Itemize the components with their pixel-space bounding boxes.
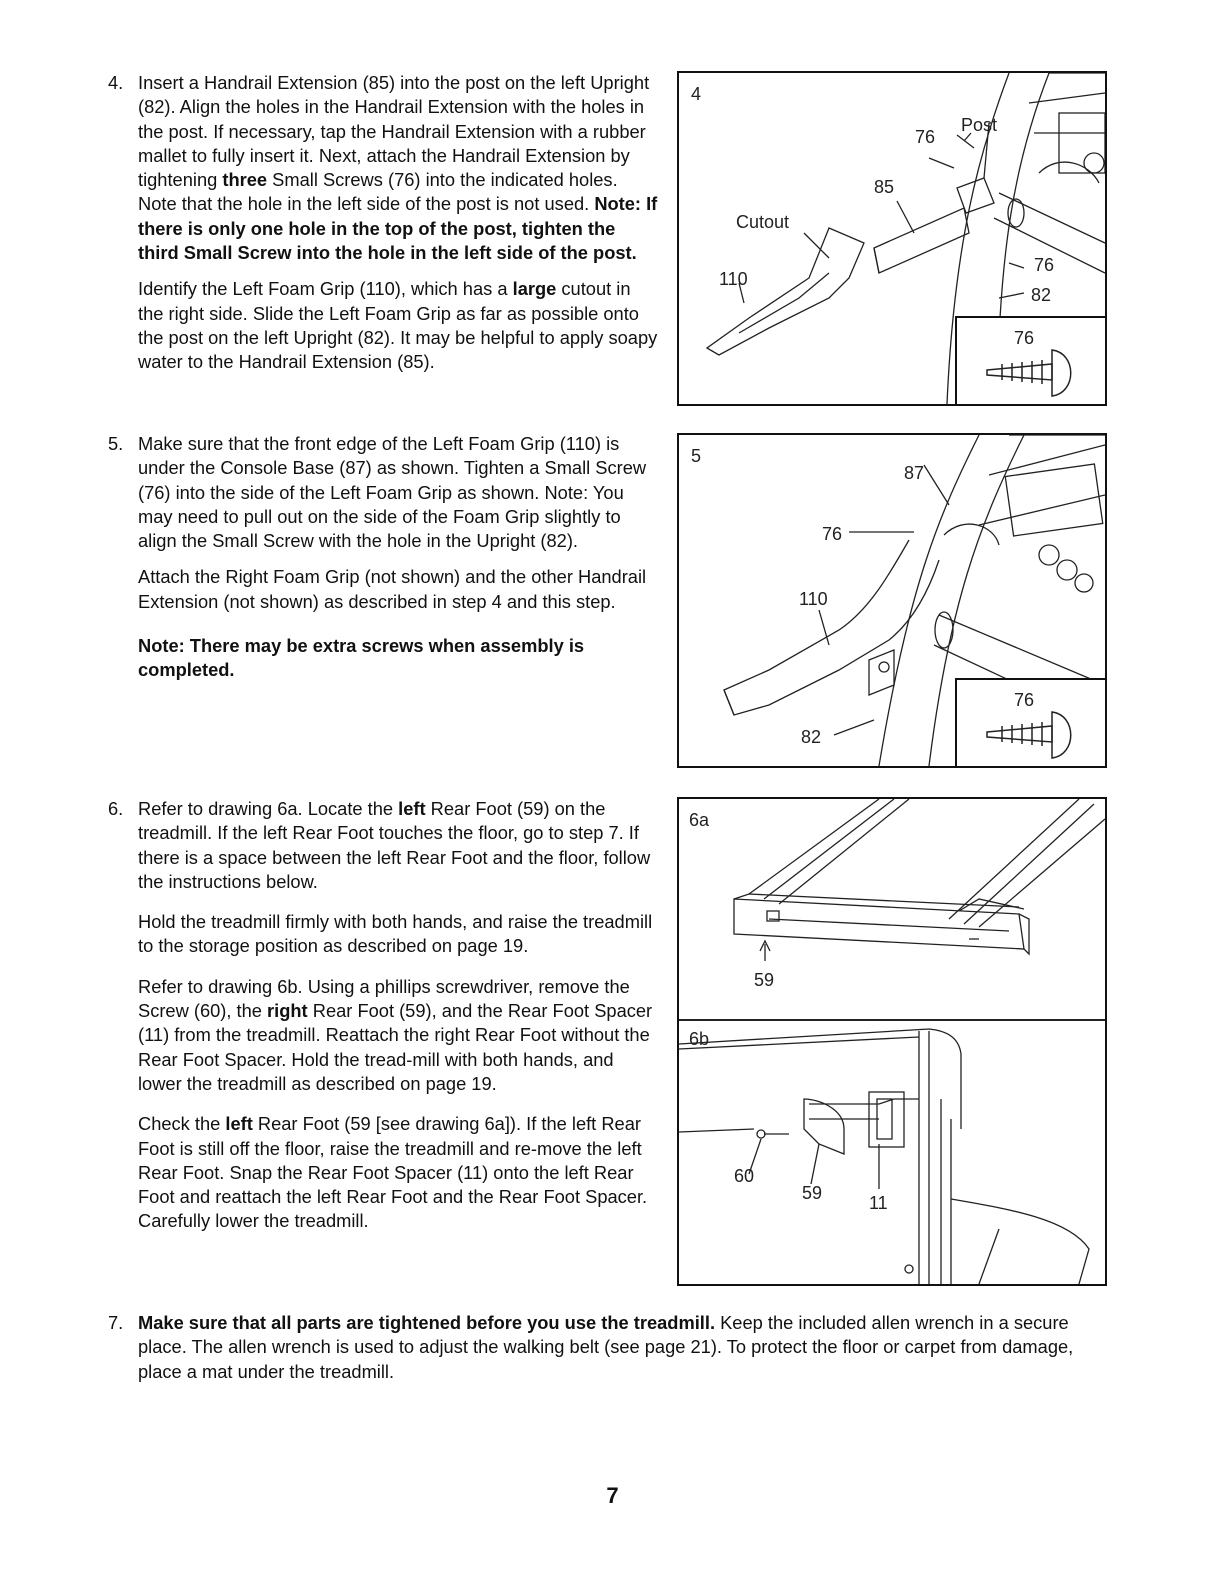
part-59-label: 59 bbox=[802, 1183, 823, 1203]
post-label: Post bbox=[961, 115, 998, 135]
part-110-label: 110 bbox=[719, 269, 748, 289]
part-76-label: 76 bbox=[915, 127, 936, 147]
figure-6-drawing bbox=[679, 799, 1105, 1284]
step-4-paragraph-2: Identify the Left Foam Grip (110), which has a large cutout in the right side. Slide the Left Foam Grip as far as possible onto the post on the left Upright (82). It may be helpful to apply soapy water to the Handrail Extension (85). bbox=[138, 278, 658, 373]
part-76-label: 76 bbox=[822, 524, 843, 544]
step-number: 7. bbox=[108, 1312, 124, 1333]
screw-76-icon bbox=[957, 680, 1105, 766]
part-11-label: 11 bbox=[869, 1193, 888, 1213]
inset-76-label: 76 bbox=[1014, 690, 1035, 710]
screw-inset bbox=[955, 316, 1107, 406]
step-number: 4. bbox=[108, 72, 124, 93]
part-82-label: 82 bbox=[801, 727, 822, 747]
step-6-paragraph-2: Hold the treadmill firmly with both hands, and raise the treadmill to the storage position as described on page 19. bbox=[138, 911, 653, 957]
step-5-note: Note: There may be extra screws when assembly is completed. bbox=[138, 635, 585, 681]
step-5-paragraph-2: Attach the Right Foam Grip (not shown) and the other Handrail Extension (not shown) as described in step 4 and this step. bbox=[138, 566, 647, 612]
step-5-paragraph-1: Make sure that the front edge of the Left Foam Grip (110) is under the Console Base (87) as shown. Tighten a Small Screw (76) into the side of the Left Foam Grip as shown. Note: You may need to pull out on the side of the Foam Grip slightly to align the Small Screw with the hole in the Upright (82). bbox=[138, 433, 647, 552]
part-76-label: 76 bbox=[1034, 255, 1055, 275]
figure-4 bbox=[677, 71, 1107, 406]
step-7-paragraph: Make sure that all parts are tightened before you use the treadmill. Keep the included allen wrench in a secure place. The allen wrench is used to adjust the walking belt (see page 21). To protect the floor or carpet from damage, place a mat under the treadmill. bbox=[138, 1312, 1074, 1382]
part-59-label: 59 bbox=[754, 970, 775, 990]
figure-4-label: 4 bbox=[691, 84, 702, 104]
screw-76-icon bbox=[957, 318, 1105, 404]
part-87-label: 87 bbox=[904, 463, 925, 483]
step-6-paragraph-1: Refer to drawing 6a. Locate the left Rear Foot (59) on the treadmill. If the left Rear Foot touches the floor, go to step 7. If there is a space between the left Rear Foot and the floor, follow the instructions below. bbox=[138, 798, 651, 892]
step-6-paragraph-3: Refer to drawing 6b. Using a phillips screwdriver, remove the Screw (60), the right Rear Foot (59), and the Rear Foot Spacer (11) from the treadmill. Reattach the right Rear Foot without the Rear Foot Spacer. Hold the tread-mill with both hands, and lower the treadmill as described on page 19. bbox=[138, 975, 653, 1094]
figure-5 bbox=[677, 433, 1107, 768]
step-4-paragraph-1: Insert a Handrail Extension (85) into the post on the left Upright (82). Align the holes in the Handrail Extension with the holes in the post. If necessary, tap the Handrail Extension with a rubber mallet to fully insert it. Next, attach the Handrail Extension by tightening three Small Screws (76) into the indicated holes. Note that the hole in the left side of the post is not used. Note: If there is only one hole in the top of the post, tighten the third Small Screw into the hole in the left side of the post. bbox=[138, 72, 658, 264]
step-number: 5. bbox=[108, 433, 124, 454]
part-85-label: 85 bbox=[874, 177, 895, 197]
figure-6b-label: 6b bbox=[689, 1029, 710, 1049]
part-82-label: 82 bbox=[1031, 285, 1052, 305]
figure-6a-label: 6a bbox=[689, 810, 710, 830]
step-number: 6. bbox=[108, 798, 124, 819]
figure-5-label: 5 bbox=[691, 446, 702, 466]
step-7 bbox=[108, 1311, 1118, 1384]
page-number: 7 bbox=[606, 1483, 619, 1508]
part-60-label: 60 bbox=[734, 1166, 755, 1186]
part-110-label: 110 bbox=[799, 589, 828, 609]
inset-76-label: 76 bbox=[1014, 328, 1035, 348]
figure-6 bbox=[677, 797, 1107, 1286]
cutout-label: Cutout bbox=[736, 212, 790, 232]
step-6-paragraph-4: Check the left Rear Foot (59 [see drawing 6a]). If the left Rear Foot is still off the floor, raise the treadmill and re-move the left Rear Foot. Snap the Rear Foot Spacer (11) onto the left Rear Foot and reattach the left Rear Foot and the Rear Foot Spacer. Carefully lower the treadmill. bbox=[138, 1113, 648, 1232]
screw-inset bbox=[955, 678, 1107, 768]
